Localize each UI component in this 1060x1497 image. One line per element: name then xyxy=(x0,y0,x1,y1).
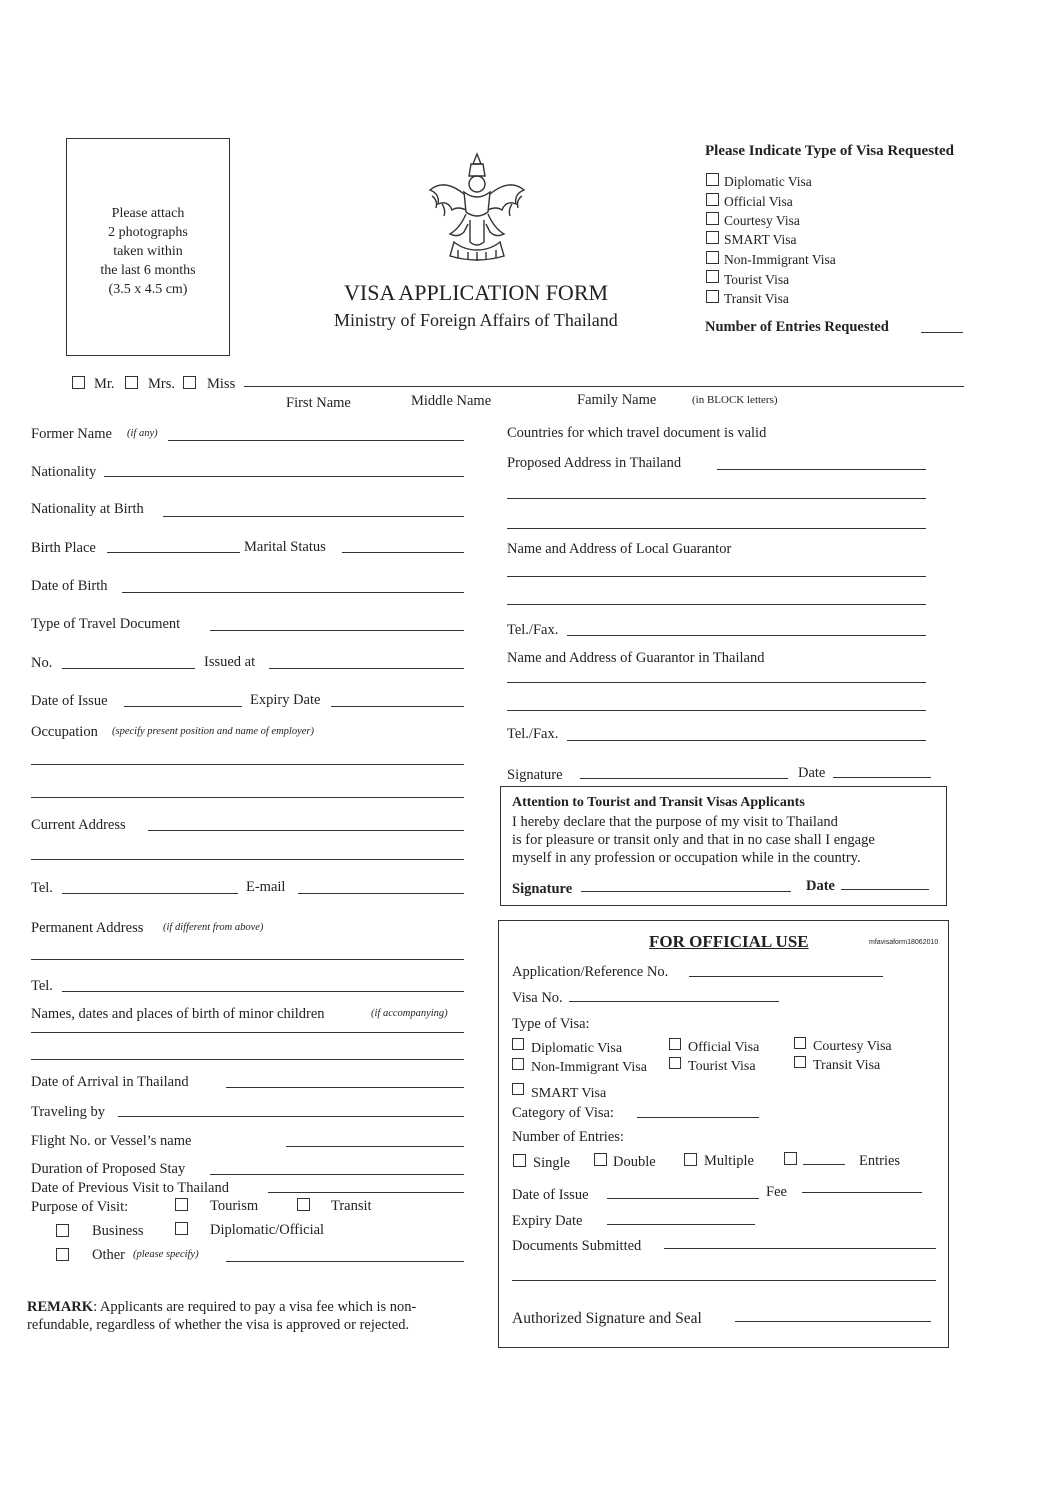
entries-checkbox-single[interactable] xyxy=(513,1154,526,1167)
purpose-checkbox-business[interactable] xyxy=(56,1224,69,1237)
duration-label: Duration of Proposed Stay xyxy=(31,1161,186,1177)
official-type-checkbox-non-immigrant[interactable] xyxy=(512,1058,524,1070)
first-name-caption: First Name xyxy=(286,395,351,411)
date-of-issue-label: Date of Issue xyxy=(31,693,108,709)
proposed-address-field-3[interactable] xyxy=(507,528,926,529)
proposed-address-field-2[interactable] xyxy=(507,498,926,499)
expiry-date-field[interactable] xyxy=(331,706,464,707)
travel-doc-label: Type of Travel Document xyxy=(31,616,181,632)
former-name-field[interactable] xyxy=(168,440,464,441)
birth-place-label: Birth Place xyxy=(31,540,96,556)
current-address-label: Current Address xyxy=(31,817,126,833)
entries-count-field[interactable] xyxy=(803,1164,845,1165)
attention-line-3: myself in any profession or occupation while in the country. xyxy=(512,850,861,866)
arrival-field[interactable] xyxy=(226,1087,464,1088)
visa-type-label: Non-Immigrant Visa xyxy=(724,252,836,267)
remark-bold: REMARK xyxy=(27,1299,94,1315)
nationality-label: Nationality xyxy=(31,464,97,480)
form-title: VISA APPLICATION FORM xyxy=(344,280,609,305)
prev-visit-label: Date of Previous Visit to Thailand xyxy=(31,1180,229,1196)
ministry-subtitle: Ministry of Foreign Affairs of Thailand xyxy=(334,310,618,330)
flight-field[interactable] xyxy=(286,1146,464,1147)
guarantor-th-label: Name and Address of Guarantor in Thailand xyxy=(507,650,765,666)
date-label: Date xyxy=(798,765,826,781)
visa-no-label: Visa No. xyxy=(512,990,563,1006)
local-guarantor-field-1[interactable] xyxy=(507,576,926,577)
date-of-issue-field[interactable] xyxy=(124,706,242,707)
garuda-emblem xyxy=(424,150,530,266)
marital-status-label: Marital Status xyxy=(244,539,326,555)
attention-heading: Attention to Tourist and Transit Visas Applicants xyxy=(512,795,805,810)
visa-type-checkbox-official[interactable] xyxy=(706,193,719,206)
visa-type-checkbox-smart[interactable] xyxy=(706,231,719,244)
attention-line-1: I hereby declare that the purpose of my visit to Thailand xyxy=(512,814,838,830)
title-label-mrs: Mrs. xyxy=(148,376,175,392)
entries-checkbox-multiple[interactable] xyxy=(684,1153,697,1166)
date-field[interactable] xyxy=(833,777,931,778)
visa-type-checkbox-diplomatic[interactable] xyxy=(706,173,719,186)
visa-type-checkbox-tourist[interactable] xyxy=(706,270,719,283)
attention-line-2: is for pleasure or transit only and that in no case shall I engage xyxy=(512,832,875,848)
fee-label: Fee xyxy=(766,1184,787,1200)
attention-box xyxy=(500,786,947,906)
issued-at-field[interactable] xyxy=(269,668,464,669)
visa-type-checkbox-transit[interactable] xyxy=(706,290,719,303)
current-address-field-2[interactable] xyxy=(31,859,464,860)
guarantor-th-field-2[interactable] xyxy=(507,710,926,711)
telfax1-label: Tel./Fax. xyxy=(507,622,559,638)
nationality-birth-field[interactable] xyxy=(163,516,464,517)
perm-address-field[interactable] xyxy=(31,959,464,960)
title-label-miss: Miss xyxy=(207,376,236,392)
auth-sig-label: Authorized Signature and Seal xyxy=(512,1310,702,1327)
visa-type-label: Official Visa xyxy=(724,194,793,209)
official-type-checkbox-official[interactable] xyxy=(669,1038,681,1050)
purpose-label-business: Business xyxy=(92,1223,144,1239)
purpose-label-other: Other xyxy=(92,1247,126,1263)
official-heading: FOR OFFICIAL USE xyxy=(649,932,809,951)
tel2-field[interactable] xyxy=(62,991,464,992)
occupation-label: Occupation xyxy=(31,724,98,740)
telfax1-field[interactable] xyxy=(567,635,926,636)
title-checkbox-mr[interactable] xyxy=(72,376,85,389)
nationality-birth-label: Nationality at Birth xyxy=(31,501,144,517)
visa-type-label: Diplomatic Visa xyxy=(724,174,812,189)
perm-address-note: (if different from above) xyxy=(163,922,264,933)
middle-name-caption: Middle Name xyxy=(411,393,492,409)
title-label-mr: Mr. xyxy=(94,376,115,392)
children-field-2[interactable] xyxy=(31,1059,464,1060)
telfax2-field[interactable] xyxy=(567,740,926,741)
tel2-label: Tel. xyxy=(31,978,53,994)
attention-date-field[interactable] xyxy=(841,889,929,890)
official-type-label: SMART Visa xyxy=(531,1086,607,1101)
attention-date-label: Date xyxy=(806,878,835,894)
entries-label-double: Double xyxy=(613,1154,656,1170)
marital-status-field[interactable] xyxy=(342,552,464,553)
entries-label-multiple: Multiple xyxy=(704,1153,754,1169)
photo-instruction-line: 2 photographs xyxy=(108,225,188,240)
doc-no-field[interactable] xyxy=(62,668,195,669)
remark-text-2: refundable, regardless of whether the visa is approved or rejected. xyxy=(27,1317,410,1333)
purpose-label-tourism: Tourism xyxy=(210,1198,259,1214)
photo-instruction-line: taken within xyxy=(113,244,183,259)
category-label: Category of Visa: xyxy=(512,1105,614,1121)
photo-box xyxy=(66,138,230,356)
docs-field-1[interactable] xyxy=(664,1248,936,1249)
photo-instruction-line: (3.5 x 4.5 cm) xyxy=(108,282,188,297)
tel-field[interactable] xyxy=(62,893,238,894)
proposed-address-field-1[interactable] xyxy=(717,469,926,470)
official-type-label: Courtesy Visa xyxy=(813,1039,892,1054)
former-name-label: Former Name xyxy=(31,426,112,442)
traveling-by-field[interactable] xyxy=(118,1116,464,1117)
official-date-issue-label: Date of Issue xyxy=(512,1187,589,1203)
official-form-code: mfavisaform18062010 xyxy=(869,939,939,946)
official-expiry-label: Expiry Date xyxy=(512,1213,583,1229)
app-ref-field[interactable] xyxy=(689,976,883,977)
entries-checkbox-double[interactable] xyxy=(594,1153,607,1166)
nationality-field[interactable] xyxy=(104,476,464,477)
visa-type-checkbox-non-immigrant[interactable] xyxy=(706,251,719,264)
official-use-box xyxy=(498,920,949,1348)
visa-no-field[interactable] xyxy=(569,1001,779,1002)
purpose-label: Purpose of Visit: xyxy=(31,1199,129,1215)
purpose-checkbox-transit[interactable] xyxy=(297,1198,310,1211)
purpose-label-diplomatic: Diplomatic/Official xyxy=(210,1222,325,1238)
fee-field[interactable] xyxy=(802,1192,922,1193)
docs-label: Documents Submitted xyxy=(512,1238,642,1254)
photo-instruction-line: the last 6 months xyxy=(100,263,196,278)
entries-label-single: Single xyxy=(533,1155,571,1171)
entries-requested-field[interactable] xyxy=(921,332,963,333)
visa-type-label: SMART Visa xyxy=(724,232,797,247)
title-checkbox-miss[interactable] xyxy=(183,376,196,389)
local-guarantor-field-2[interactable] xyxy=(507,604,926,605)
purpose-other-field[interactable] xyxy=(226,1261,464,1262)
children-note: (if accompanying) xyxy=(371,1008,448,1019)
birth-place-field[interactable] xyxy=(107,552,240,553)
travel-doc-field[interactable] xyxy=(210,630,464,631)
official-type-checkbox-tourist[interactable] xyxy=(669,1057,681,1069)
official-type-label: Official Visa xyxy=(688,1040,760,1055)
tel-label: Tel. xyxy=(31,880,53,896)
official-type-label: Transit Visa xyxy=(813,1058,881,1073)
occupation-field-1[interactable] xyxy=(31,764,464,765)
issued-at-label: Issued at xyxy=(204,654,256,670)
official-type-checkbox-courtesy[interactable] xyxy=(794,1037,806,1049)
official-type-checkbox-smart[interactable] xyxy=(512,1083,524,1095)
flight-label: Flight No. or Vessel’s name xyxy=(31,1133,192,1149)
children-label: Names, dates and places of birth of minor children xyxy=(31,1006,325,1022)
attention-signature-field[interactable] xyxy=(581,891,791,892)
official-date-issue-field[interactable] xyxy=(607,1198,759,1199)
type-of-visa-label: Type of Visa: xyxy=(512,1016,590,1032)
entries-checkbox-count[interactable] xyxy=(784,1152,797,1165)
dob-label: Date of Birth xyxy=(31,578,108,594)
official-type-label: Non-Immigrant Visa xyxy=(531,1060,647,1075)
proposed-address-label: Proposed Address in Thailand xyxy=(507,455,682,471)
signature-label: Signature xyxy=(507,767,563,783)
remark xyxy=(27,1300,416,1315)
visa-type-label: Transit Visa xyxy=(724,291,789,306)
visa-type-label: Tourist Visa xyxy=(724,272,790,287)
purpose-other-note: (please specify) xyxy=(133,1249,199,1260)
telfax2-label: Tel./Fax. xyxy=(507,726,559,742)
expiry-date-label: Expiry Date xyxy=(250,692,321,708)
family-name-caption: Family Name xyxy=(577,392,657,408)
perm-address-label: Permanent Address xyxy=(31,920,144,936)
visa-type-checkbox-courtesy[interactable] xyxy=(706,212,719,225)
email-label: E-mail xyxy=(246,879,286,895)
prev-visit-field[interactable] xyxy=(268,1192,464,1193)
occupation-field-2[interactable] xyxy=(31,797,464,798)
docs-field-2[interactable] xyxy=(512,1280,936,1281)
current-address-field-1[interactable] xyxy=(148,830,464,831)
occupation-note: (specify present position and name of employer) xyxy=(112,726,314,737)
signature-field[interactable] xyxy=(580,778,788,779)
children-field-1[interactable] xyxy=(31,1032,464,1033)
full-name-field[interactable] xyxy=(244,386,964,387)
purpose-checkbox-tourism[interactable] xyxy=(175,1198,188,1211)
photo-instruction-line: Please attach xyxy=(111,206,185,221)
official-type-checkbox-transit[interactable] xyxy=(794,1056,806,1068)
local-guarantor-label: Name and Address of Local Guarantor xyxy=(507,541,732,557)
num-entries-label: Number of Entries: xyxy=(512,1129,624,1145)
purpose-checkbox-other[interactable] xyxy=(56,1248,69,1261)
doc-no-label: No. xyxy=(31,655,53,671)
guarantor-th-field-1[interactable] xyxy=(507,682,926,683)
purpose-label-transit: Transit xyxy=(331,1198,372,1214)
traveling-by-label: Traveling by xyxy=(31,1104,105,1120)
former-name-note: (if any) xyxy=(127,428,158,439)
visa-type-heading: Please Indicate Type of Visa Requested xyxy=(705,143,955,159)
official-type-label: Tourist Visa xyxy=(688,1059,756,1074)
block-letters-note: (in BLOCK letters) xyxy=(692,394,778,406)
remark-text-1: : Applicants are required to pay a visa fee which is non- xyxy=(93,1299,417,1315)
arrival-label: Date of Arrival in Thailand xyxy=(31,1074,189,1090)
entries-label-entries: Entries xyxy=(859,1153,901,1169)
auth-sig-field[interactable] xyxy=(735,1321,931,1322)
category-field[interactable] xyxy=(637,1117,759,1118)
email-field[interactable] xyxy=(298,893,464,894)
title-checkbox-mrs[interactable] xyxy=(125,376,138,389)
countries-label: Countries for which travel document is valid xyxy=(507,425,767,441)
purpose-checkbox-diplomatic[interactable] xyxy=(175,1222,188,1235)
entries-requested-label: Number of Entries Requested xyxy=(705,319,889,335)
visa-type-label: Courtesy Visa xyxy=(724,213,800,228)
official-type-label: Diplomatic Visa xyxy=(531,1041,623,1056)
dob-field[interactable] xyxy=(122,592,464,593)
official-expiry-field[interactable] xyxy=(607,1224,755,1225)
duration-field[interactable] xyxy=(210,1174,464,1175)
app-ref-label: Application/Reference No. xyxy=(512,964,669,980)
attention-signature-label: Signature xyxy=(512,881,573,897)
official-type-checkbox-diplomatic[interactable] xyxy=(512,1038,524,1050)
